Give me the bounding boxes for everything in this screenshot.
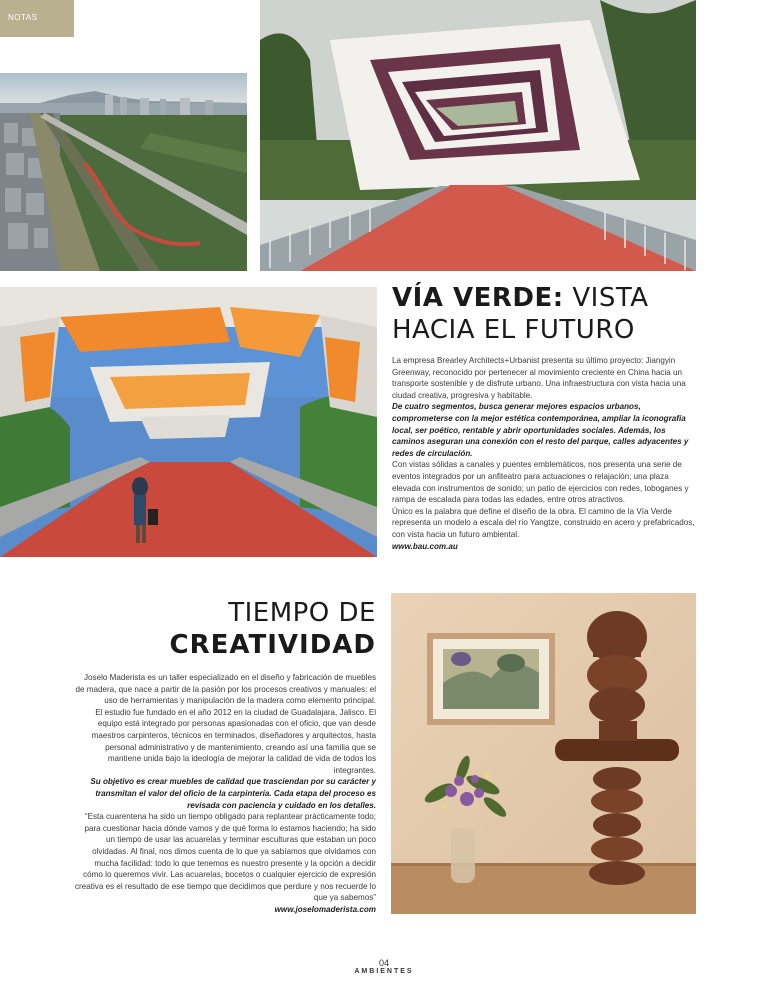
bridge-arch-photo (260, 0, 696, 271)
orange-bridge-photo (0, 287, 377, 557)
tiempo-paragraph-1: Joselo Maderista es un taller especializado en el diseño y fabricación de muebles de madera, que nace a partir de la pasión por los procesos creativos y manuales: el uso de herramientas y manipulación de la madera como elemento principal. (75, 673, 376, 706)
page-number: 04 (378, 958, 389, 968)
via-verde-paragraph-1: La empresa Brearley Architects+Urbanist presenta su último proyecto: Jiangyin Greenway, reconocido por pertenecer al movimiento creciente en China hacia un transporte sostenible y de disfrute urbano. Una infraestructura con vista hacia una ciudad creativa, progresiva y habitable. (392, 356, 686, 400)
via-verde-title-light: VISTA (572, 283, 649, 313)
tiempo-title-line2: CREATIVIDAD (169, 630, 376, 660)
aerial-greenway-photo (0, 73, 247, 271)
via-verde-title-line2: HACIA EL FUTURO (392, 315, 635, 345)
magazine-name: AMBIENTES (354, 968, 414, 975)
via-verde-body (392, 355, 696, 552)
tiempo-emphasis: Su objetivo es crear muebles de calidad que trasciendan por su carácter y transmitan el valor del oficio de la carpintería. Cada etapa del proceso es revisada con paciencia y cuidado en los detalles. (90, 777, 376, 810)
via-verde-title (392, 285, 649, 312)
via-verde-emphasis: De cuatro segmentos, busca generar mejores espacios urbanos, comprometerse con la mejor estética contemporánea, ampliar la iconografía local, ser poético, rentable y abrir oportunidades sociales. Además, los caminos aseguran una conexión con el resto del parque, calles adyacentes y redes de circulación. (392, 402, 689, 458)
tiempo-title-line1: TIEMPO DE (228, 598, 376, 628)
via-verde-paragraph-3: Único es la palabra que define el diseño de la obra. El camino de la Vía Verde representa un modelo a escala del río Yangtze, construido en acero y prefabricados, con vista hacia un futuro ambiental. (392, 506, 695, 539)
via-verde-title-bold: VÍA VERDE: (392, 283, 564, 313)
tiempo-body (74, 672, 376, 915)
furniture-photo (391, 593, 696, 914)
tiempo-quote: “Esta cuarentena ha sido un tiempo obligado para replantear prácticamente todo; para cuestionar hacia dónde vamos y de qué forma lo estamos haciendo; ha sido un tiempo de usar las acuarelas y terminar esculturas que estaban un poco olvidadas. Al final, nos dimos cuenta de lo que ya sabíamos que olvidamos con mucha facilidad: todo lo que tenemos es nuestro presente y la opción a decidir cómo lo queremos vivir. Las acuarelas, bocetos o cualquier ejercicio de expresión creativa es el resultado de ese tiempo que decidimos que perdure y nos recuerde lo que ya sabemos” (75, 812, 376, 903)
via-verde-paragraph-2: Con vistas sólidas a canales y puentes emblemáticos, nos presenta una serie de eventos integrados por un anfiteatro para actuaciones o relajación; una plaza elevada con instrumentos de sonido; un patio de ejercicios con redes, toboganes y rampa de escalada para todas las edades, entre otros atractivos. (392, 460, 689, 505)
tiempo-website-link[interactable]: www.joselomaderista.com (274, 904, 376, 914)
tiempo-paragraph-2: El estudio fue fundado en el año 2012 en la ciudad de Guadalajara, Jalisco. El equipo está integrado por personas apasionadas con el oficio, que van desde maestros carpinteros, técnicos en terminados, diseñadores y arquitectos, hasta personal administrativo y de mantenimiento, creando así una familia que se mantiene unida bajo la ideología de mejorar la calidad de vida de todos los integrantes. (91, 707, 376, 775)
section-tag: NOTAS (0, 0, 74, 37)
via-verde-website-link[interactable]: www.bau.com.au (392, 541, 458, 551)
